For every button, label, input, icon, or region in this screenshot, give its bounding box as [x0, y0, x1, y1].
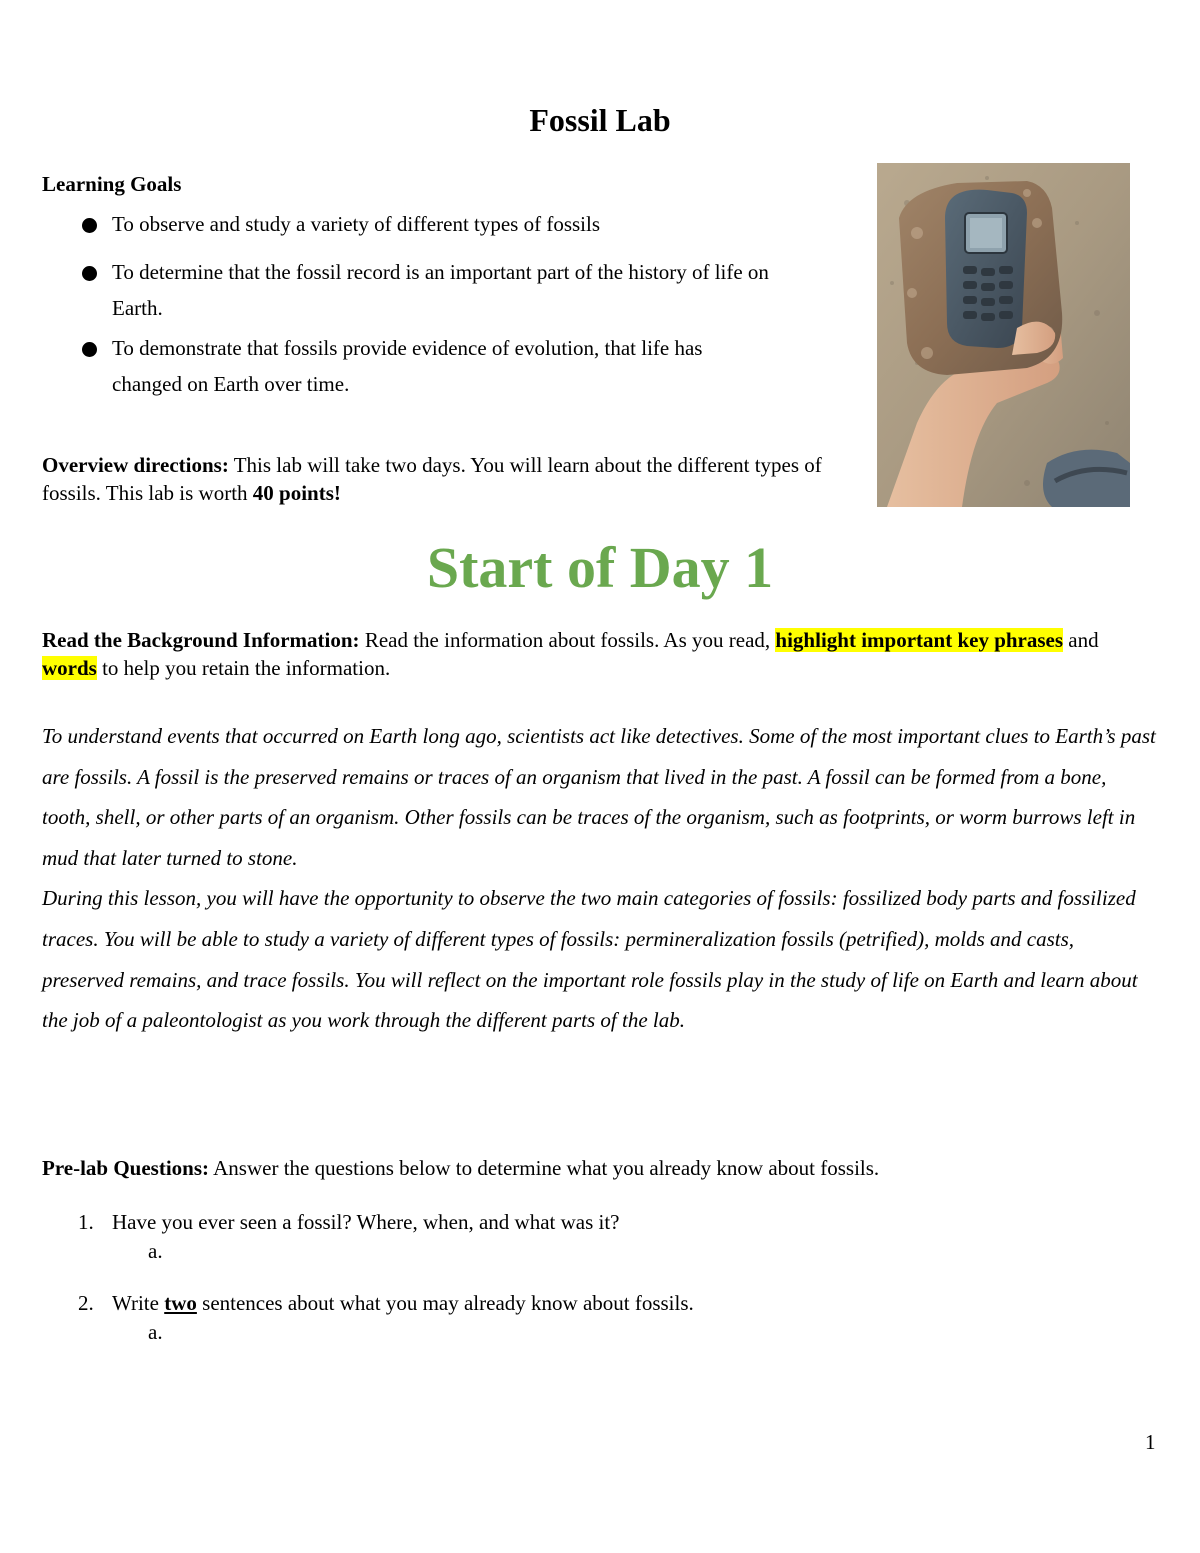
- question-text: Have you ever seen a fossil? Where, when, and what was it?: [112, 1210, 620, 1234]
- background-instructions: [42, 626, 1152, 682]
- bullet-icon: [80, 206, 112, 242]
- goal-text: To demonstrate that fossils provide evidence of evolution, that life has: [112, 336, 703, 360]
- document-title: Fossil Lab: [529, 102, 671, 138]
- background-reading: [42, 716, 1157, 1041]
- answer-marker: a.: [148, 1239, 163, 1263]
- overview-directions: [42, 451, 852, 507]
- overview-text: This lab will take two days. You will learn about the different types of fossils. This lab is worth: [42, 453, 822, 505]
- background-label: Read the Background Information:: [42, 628, 360, 652]
- page-number: 1: [1145, 1430, 1156, 1454]
- bullet-icon: [80, 330, 112, 366]
- learning-goals-heading: Learning Goals: [42, 172, 182, 196]
- reading-paragraph-2: During this lesson, you will have the opportunity to observe the two main categories of fossils: fossilized body parts and fossilized traces. You will be able to study a variety of different types of fossils: permineralization fossils (petrified), molds and casts, preserved remains, and trace fossils. You will reflect on the important role fossils play in the study of life on Earth and learn about the job of a paleontologist as you work through the different parts of the lab.: [42, 886, 1138, 1033]
- goal-item: [80, 330, 870, 402]
- goal-item: [80, 254, 870, 326]
- goal-item: [80, 206, 870, 242]
- goal-text-continued: Earth.: [112, 296, 163, 320]
- prelab-label: Pre-lab Questions:: [42, 1156, 210, 1180]
- day-1-heading: Start of Day 1: [426, 535, 774, 600]
- question-text-part: sentences about what you may already know about fossils.: [196, 1291, 694, 1315]
- question-text: [112, 1289, 694, 1317]
- prelab-instructions: [42, 1154, 1152, 1182]
- question-number: 2.: [78, 1291, 94, 1315]
- background-text: to help you retain the information.: [96, 656, 391, 680]
- question-number: 1.: [78, 1210, 94, 1234]
- overview-label: Overview directions:: [42, 453, 229, 477]
- goal-text: To observe and study a variety of different types of fossils: [112, 212, 601, 236]
- background-text: Read the information about fossils. As you read,: [359, 628, 776, 652]
- highlight-word: words: [42, 656, 97, 680]
- highlight-phrase: highlight important key phrases: [775, 628, 1064, 652]
- emphasis-word: two: [164, 1291, 197, 1315]
- prelab-text: Answer the questions below to determine what you already know about fossils.: [209, 1156, 880, 1180]
- goal-text-continued: changed on Earth over time.: [112, 372, 350, 396]
- question-item: [78, 1289, 694, 1317]
- answer-marker: a.: [148, 1320, 163, 1344]
- bullet-icon: [80, 254, 112, 290]
- reading-paragraph-1: To understand events that occurred on Earth long ago, scientists act like detectives. Some of the most important clues to Earth’s past are fossils. A fossil is the preserved remains or traces of an organism that lived in the past. A fossil can be formed from a bone, tooth, shell, or other parts of an organism. Other fossils can be traces of the organism, such as footprints, or worm burrows left in mud that later turned to stone.: [42, 724, 1156, 870]
- overview-points: 40 points!: [252, 481, 341, 505]
- question-item: [78, 1208, 620, 1236]
- question-text-part: Write: [112, 1291, 165, 1315]
- fossil-phone-photo: [877, 163, 1130, 507]
- goal-text: To determine that the fossil record is an important part of the history of life on: [112, 260, 769, 284]
- background-text: and: [1063, 628, 1099, 652]
